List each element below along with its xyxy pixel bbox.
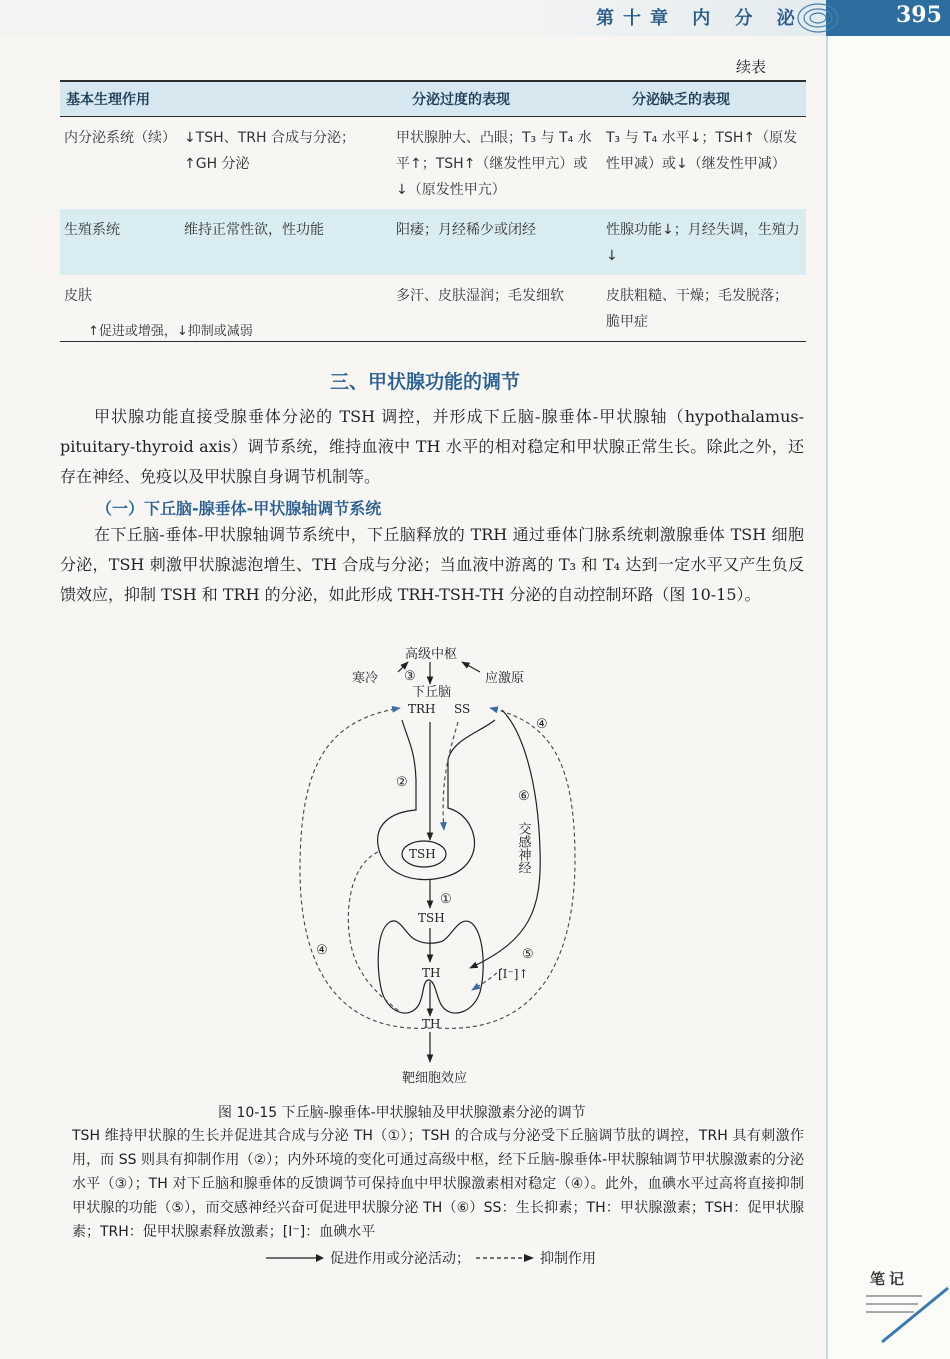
figure-legend <box>266 1248 596 1268</box>
iodide-label: [I⁻]↑ <box>498 967 529 981</box>
table-cell-function: ↓TSH、TRH 合成与分泌；↑GH 分泌 <box>184 130 355 172</box>
solid-arrow-icon <box>266 1253 324 1263</box>
cold-label: 寒冷 <box>352 671 379 686</box>
column-header: 基本生理作用 <box>60 81 180 117</box>
hpt-axis-diagram <box>290 640 580 1090</box>
intro-paragraph: 甲状腺功能直接受腺垂体分泌的 TSH 调控，并形成下丘脑-腺垂体-甲状腺轴（hypothalamus-pituitary-thyroid axis）调节系统，维持血液中 TH 水平的相对稳定和甲状腺正常生长。除此之外，还存在神经、免疫以及甲状腺自身调节机制等。 <box>60 407 804 486</box>
notes-label: 笔记 <box>870 1270 909 1288</box>
dashed-arrow-icon <box>476 1253 534 1263</box>
marker-2: ② <box>396 775 408 790</box>
table-continued-label: 续表 <box>736 58 767 76</box>
stressor-label: 应激原 <box>485 671 525 686</box>
ss-label: SS <box>454 702 471 716</box>
chapter-title: 第十章 内 分 泌 <box>596 8 804 29</box>
hypothalamus-label: 下丘脑 <box>412 685 452 700</box>
figure-description: TSH 维持甲状腺的生长并促进其合成与分泌 TH（①）；TSH 的合成与分泌受下丘脑调节肽的调控，TRH 具有刺激作用，而 SS 则具有抑制作用（②）；内外环境的变化可通过高级中枢，经下丘脑-腺垂体-甲状腺轴调节甲状腺激素的分泌水平（③）；TH 对下丘脑和腺垂体的反馈调节可保持血中甲状腺激素相对稳定（④）。此外，血碘水平过高将直接抑制甲状腺的功能（⑤），而交感神经兴奋可促进甲状腺分泌 TH（⑥）SS：生长抑素；TH：甲状腺激素；TSH：促甲状腺素；TRH：促甲状腺素释放激素；[I⁻]：血碘水平 <box>72 1128 804 1240</box>
arrow-stressor <box>462 662 480 672</box>
table-cell-deficiency: T₃ 与 T₄ 水平↓；TSH↑（原发性甲减）或↓（继发性甲减） <box>606 130 798 172</box>
pituitary-outline <box>378 720 495 880</box>
th-label: TH <box>422 1017 441 1031</box>
table-cell-system: 生殖系统 <box>60 209 180 275</box>
table-row <box>60 209 806 275</box>
legend-promote: 促进作用或分泌活动； <box>330 1251 470 1267</box>
marker-6: ⑥ <box>518 789 530 804</box>
column-header: 分泌缺乏的表现 <box>602 81 806 117</box>
table-cell-excess: 甲状腺肿大、凸眼；T₃ 与 T₄ 水平↑；TSH↑（继发性甲亢）或↓（原发性甲亢） <box>396 130 592 198</box>
trh-label: TRH <box>408 702 436 716</box>
tsh-label: TSH <box>418 911 445 925</box>
table-cell-system: 内分泌系统（续） <box>64 130 176 146</box>
marker-3: ③ <box>404 669 416 684</box>
body-paragraph: 在下丘脑-垂体-甲状腺轴调节系统中，下丘脑释放的 TRH 通过垂体门脉系统刺激腺垂体 TSH 细胞分泌，TSH 刺激甲状腺滤泡增生、TH 合成与分泌；当血液中游离的 T₃ 和 T₄ 达到一定水平又产生负反馈效应，抑制 TSH 和 TRH 的分泌，如此形成 TRH-TSH-TH 分泌的自动控制环路（图 10-15）。 <box>60 525 804 604</box>
subsection-title: （一）下丘脑-腺垂体-甲状腺轴调节系统 <box>96 499 382 518</box>
th-gland-label: TH <box>422 966 441 980</box>
sympathetic-label: 交感神经 <box>515 822 531 874</box>
decorative-swirl-icon <box>790 0 840 40</box>
legend-inhibit: 抑制作用 <box>540 1251 596 1267</box>
marker-1: ① <box>440 892 452 907</box>
table-header-row <box>60 81 806 117</box>
notes-lines-icon <box>862 1286 950 1346</box>
table-cell-function: 维持正常性欲，性功能 <box>180 209 392 275</box>
marker-4-top: ④ <box>536 717 548 732</box>
higher-center-label: 高级中枢 <box>405 647 458 662</box>
table-cell-deficiency: 皮肤粗糙、干燥；毛发脱落；脆甲症 <box>602 275 806 342</box>
page-number: 395 <box>896 2 942 28</box>
section-title: 三、甲状腺功能的调节 <box>330 371 521 393</box>
table-cell-system: 皮肤 <box>60 275 180 342</box>
target-label: 靶细胞效应 <box>402 1071 468 1086</box>
column-header <box>180 81 392 117</box>
table-row <box>60 117 806 210</box>
figure-title: 图 10-15 下丘脑-腺垂体-甲状腺轴及甲状腺激素分泌的调节 <box>218 1105 586 1121</box>
table-cell-excess: 多汗、皮肤湿润；毛发细软 <box>392 275 602 342</box>
table-cell-excess: 阳痿；月经稀少或闭经 <box>392 209 602 275</box>
marker-5: ⑤ <box>522 947 534 962</box>
tsh-cell-label: TSH <box>409 847 436 861</box>
feedback-loop-left <box>300 708 432 1028</box>
arrow-ss-inhibit <box>443 722 458 830</box>
margin-strip <box>826 36 950 1359</box>
table-footnote: ↑促进或增强，↓抑制或减弱 <box>88 324 253 339</box>
physiology-table <box>60 80 806 342</box>
column-header: 分泌过度的表现 <box>392 81 602 117</box>
feedback-loop-inner <box>348 852 400 1012</box>
marker-4-left: ④ <box>316 943 328 958</box>
table-cell-deficiency: 性腺功能↓；月经失调，生殖力↓ <box>602 209 806 275</box>
